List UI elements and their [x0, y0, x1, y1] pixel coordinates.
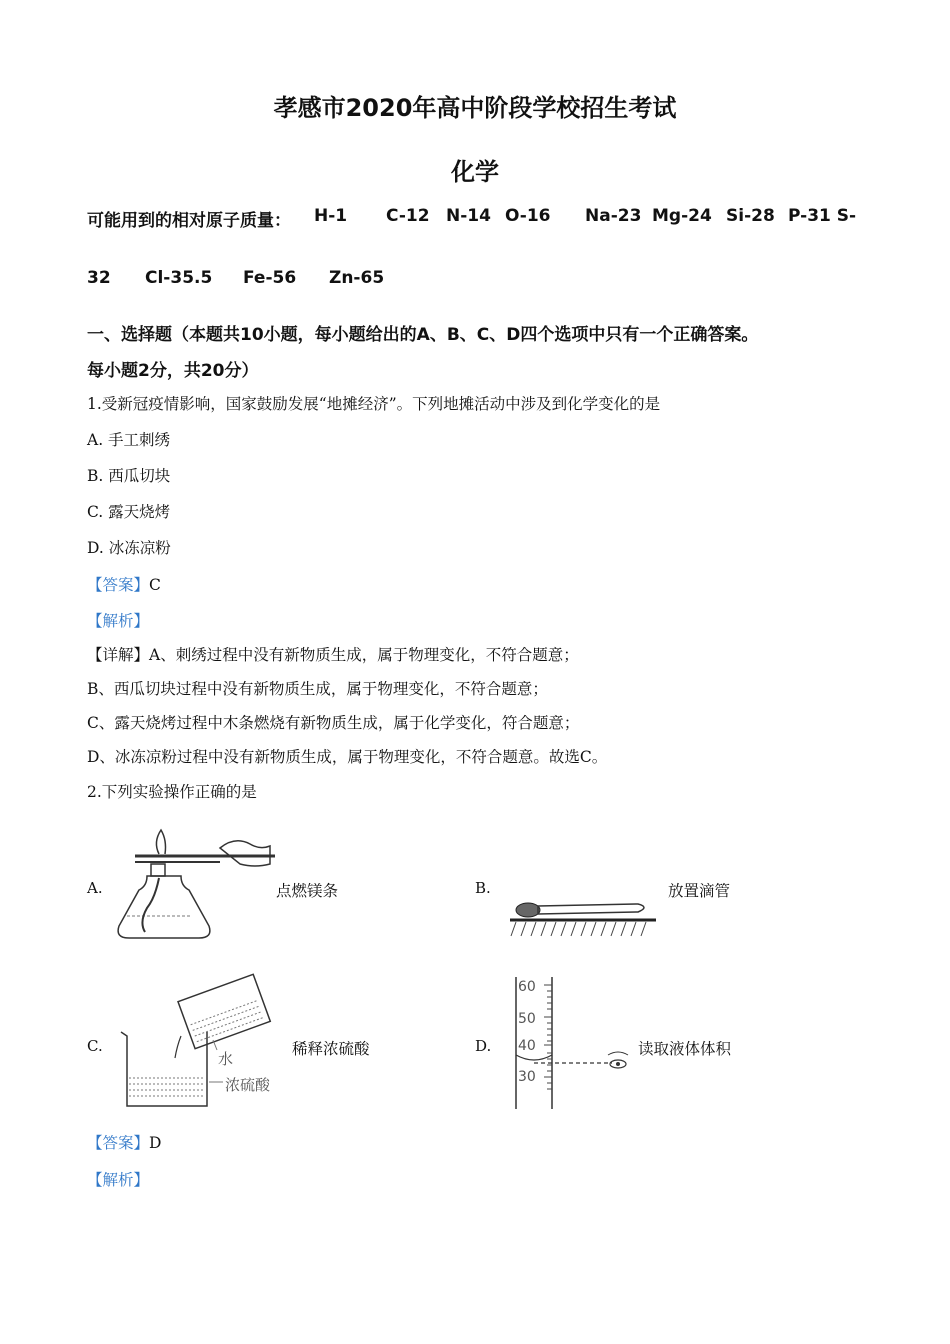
answer-value: D — [149, 1134, 162, 1152]
q2-option-d-caption: 读取液体体积 — [638, 1040, 732, 1058]
atomic-mass-item: P-31 S- — [788, 206, 857, 226]
atomic-mass-item: Na-23 — [585, 206, 642, 226]
atomic-mass-item: Cl-35.5 — [145, 268, 213, 288]
q1-analysis-tag: 【解析】 — [87, 612, 150, 630]
q1-option-d: D. 冰冻凉粉 — [87, 539, 171, 557]
q1-detail — [87, 643, 579, 665]
tick-label: 60 — [518, 979, 536, 995]
tick-label: 40 — [518, 1038, 536, 1054]
atomic-mass-item: Si-28 — [726, 206, 775, 226]
atomic-mass-item: N-14 — [446, 206, 491, 226]
section-heading-cont: 每小题2分，共20分） — [87, 361, 259, 381]
section-heading: 一、选择题（本题共10小题，每小题给出的A、B、C、D四个选项中只有一个正确答案。 — [87, 325, 759, 345]
detail-line: C、露天烧烤过程中木条燃烧有新物质生成，属于化学变化，符合题意； — [87, 714, 580, 732]
exam-title: 孝感市2020年高中阶段学校招生考试 — [273, 94, 677, 122]
q1-option-a: A. 手工刺绣 — [87, 431, 171, 449]
q1-option-c: C. 露天烧烤 — [87, 503, 171, 521]
q1-stem: 1.受新冠疫情影响，国家鼓励发展“地摊经济”。下列地摊活动中涉及到化学变化的是 — [87, 395, 661, 413]
burning-magnesium-figure — [115, 828, 280, 943]
q1-option-b: B. 西瓜切块 — [87, 467, 171, 485]
tick-label: 50 — [518, 1011, 536, 1027]
acid-label: 浓硫酸 — [225, 1076, 271, 1094]
q2-stem: 2.下列实验操作正确的是 — [87, 783, 257, 801]
q2-option-a-caption: 点燃镁条 — [276, 882, 339, 900]
q2-option-d-letter: D. — [475, 1037, 492, 1055]
q2-answer — [87, 1131, 161, 1153]
q1-answer — [87, 573, 161, 595]
tick-label: 30 — [518, 1069, 536, 1085]
dropper-figure — [508, 898, 658, 940]
q2-option-c-letter: C. — [87, 1037, 103, 1055]
atomic-mass-item: H-1 — [314, 206, 348, 226]
detail-line: A、刺绣过程中没有新物质生成，属于物理变化，不符合题意； — [149, 646, 579, 664]
atomic-mass-item: Zn-65 — [329, 268, 385, 288]
answer-value: C — [149, 576, 161, 594]
q2-option-b-caption: 放置滴管 — [668, 882, 731, 900]
q2-option-a-letter: A. — [87, 879, 103, 897]
q2-option-b-letter: B. — [475, 879, 491, 897]
water-label: 水 — [218, 1050, 234, 1068]
detail-line: D、冰冻凉粉过程中没有新物质生成，属于物理变化，不符合题意。故选C。 — [87, 748, 608, 766]
detail-tag: 【详解】 — [87, 646, 150, 664]
graduated-cylinder-figure — [508, 975, 638, 1113]
atomic-mass-label: 可能用到的相对原子质量： — [87, 211, 291, 231]
dilute-acid-figure — [115, 978, 295, 1113]
atomic-mass-item: 32 — [87, 268, 111, 288]
detail-line: B、西瓜切块过程中没有新物质生成，属于物理变化，不符合题意； — [87, 680, 548, 698]
atomic-mass-item: Mg-24 — [652, 206, 712, 226]
atomic-mass-item: Fe-56 — [243, 268, 297, 288]
atomic-mass-item: O-16 — [505, 206, 551, 226]
answer-tag: 【答案】 — [87, 1134, 150, 1152]
q2-option-c-caption: 稀释浓硫酸 — [292, 1040, 370, 1058]
answer-tag: 【答案】 — [87, 576, 150, 594]
q2-analysis-tag: 【解析】 — [87, 1171, 150, 1189]
subject-title: 化学 — [451, 158, 499, 186]
atomic-mass-item: C-12 — [386, 206, 430, 226]
